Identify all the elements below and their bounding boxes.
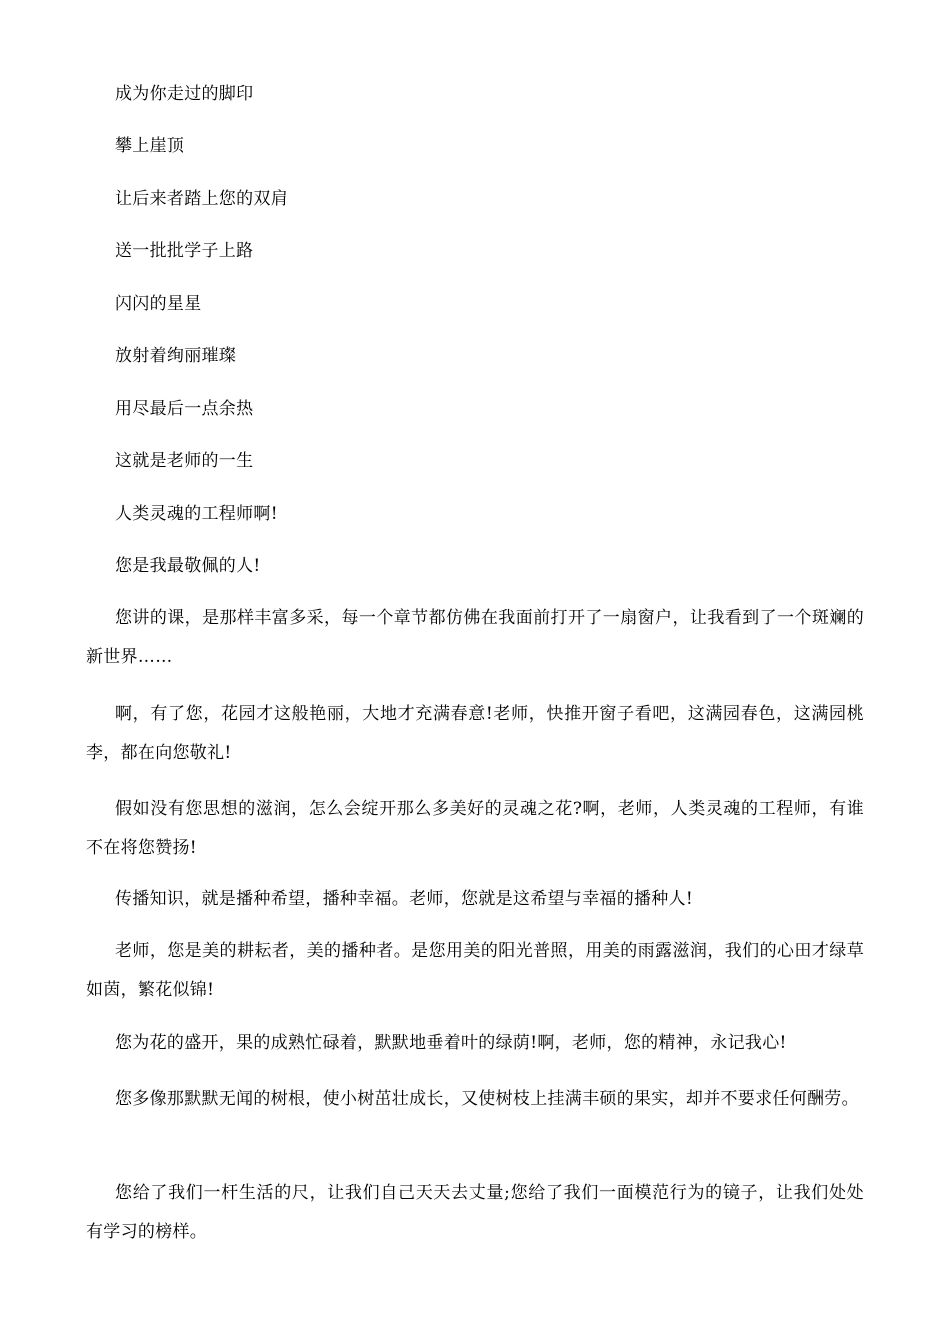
poem-line: 让后来者踏上您的双肩	[115, 189, 288, 209]
paragraph: 假如没有您思想的滋润，怎么会绽开那么多美好的灵魂之花?啊，老师，人类灵魂的工程师，有谁不在将您赞扬!	[86, 799, 864, 858]
poem-line: 您是我最敬佩的人!	[115, 556, 261, 576]
poem-line: 送一批批学子上路	[115, 241, 254, 261]
poem-line: 闪闪的星星	[115, 294, 202, 314]
poem-line: 成为你走过的脚印	[115, 84, 254, 104]
poem-line: 这就是老师的一生	[115, 451, 254, 471]
poem-line: 用尽最后一点余热	[115, 399, 254, 419]
poem-line: 攀上崖顶	[115, 136, 185, 156]
paragraph: 您多像那默默无闻的树根，使小树茁壮成长，又使树枝上挂满丰硕的果实，却并不要求任何酬劳。	[115, 1089, 859, 1109]
paragraph: 您为花的盛开，果的成熟忙碌着，默默地垂着叶的绿荫!啊，老师，您的精神，永记我心!	[115, 1033, 787, 1053]
poem-line: 放射着绚丽璀璨	[115, 346, 237, 366]
paragraph: 啊，有了您，花园才这般艳丽，大地才充满春意!老师，快推开窗子看吧，这满园春色，这满园桃李，都在向您敬礼!	[86, 704, 864, 763]
poem-line: 人类灵魂的工程师啊!	[115, 504, 278, 524]
paragraph: 您给了我们一杆生活的尺，让我们自己天天去丈量;您给了我们一面模范行为的镜子，让我们处处有学习的榜样。	[86, 1183, 864, 1242]
paragraph: 老师，您是美的耕耘者，美的播种者。是您用美的阳光普照，用美的雨露滋润，我们的心田才绿草如茵，繁花似锦!	[86, 941, 864, 1000]
paragraph: 传播知识，就是播种希望，播种幸福。老师，您就是这希望与幸福的播种人!	[115, 889, 694, 909]
paragraph: 您讲的课，是那样丰富多采，每一个章节都仿佛在我面前打开了一扇窗户，让我看到了一个斑斓的新世界……	[86, 608, 864, 667]
